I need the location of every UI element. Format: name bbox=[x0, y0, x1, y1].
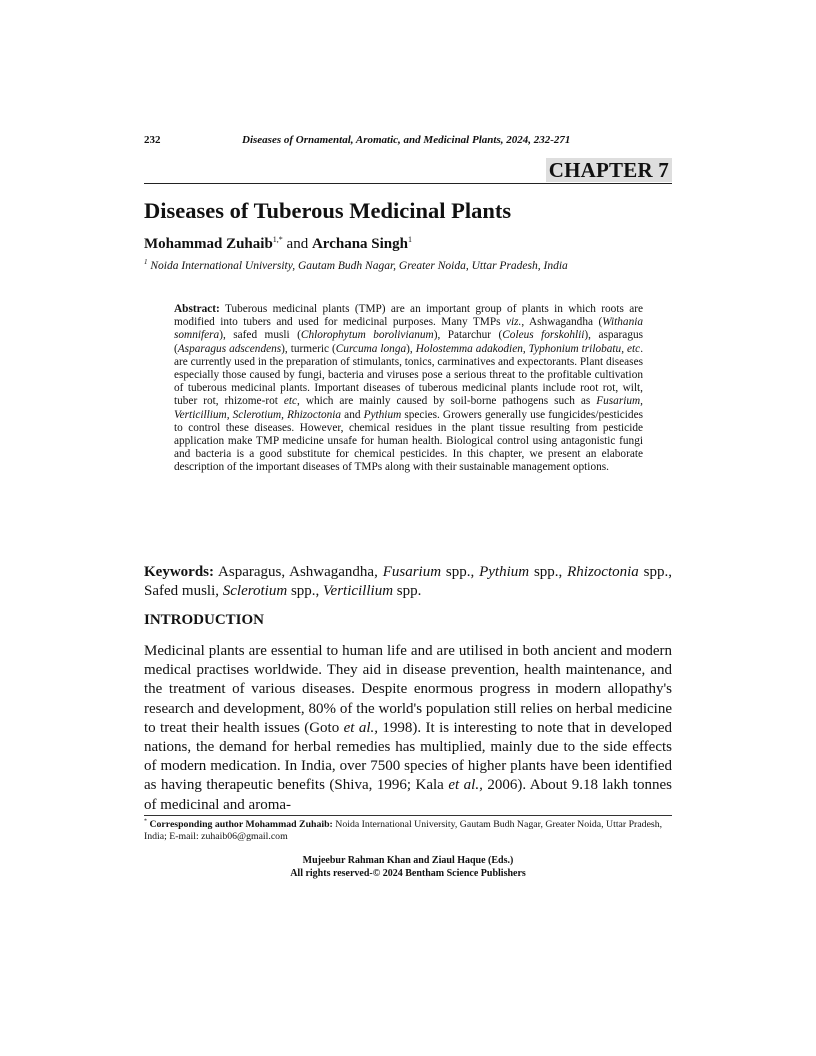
abstract-text: ), safed musli ( bbox=[219, 329, 301, 342]
abstract-text: ), bbox=[406, 342, 416, 355]
keywords-text: spp., bbox=[529, 564, 568, 580]
keyword-italic: Verticillium bbox=[323, 583, 394, 599]
keywords-text: spp., Safed musli, bbox=[144, 564, 673, 599]
keywords-text: Asparagus, Ashwagandha, bbox=[214, 564, 383, 580]
keyword-italic: Fusarium bbox=[382, 564, 442, 580]
abstract-text: , Ashwagandha ( bbox=[521, 316, 603, 329]
abstract-text: ), turmeric ( bbox=[281, 342, 336, 355]
abstract-italic: Withania somnifera bbox=[174, 316, 643, 342]
abstract-italic: Pythium bbox=[363, 408, 402, 421]
editors-line: Mujeebur Rahman Khan and Ziaul Haque (Eds.) bbox=[302, 855, 514, 866]
chapter-rule bbox=[144, 183, 672, 184]
abstract-label: Abstract: bbox=[174, 303, 220, 315]
footnote-superscript: * bbox=[144, 818, 147, 825]
publisher-info bbox=[144, 855, 672, 880]
rights-line: All rights reserved-© 2024 Bentham Science Publishers bbox=[290, 867, 526, 879]
page-number: 232 bbox=[144, 134, 161, 146]
chapter-label: CHAPTER 7 bbox=[546, 158, 672, 182]
abstract-text: ), asparagus ( bbox=[174, 329, 644, 355]
body-text: 2006). About 9.18 lakh tonnes of medicinal and aroma- bbox=[144, 777, 673, 813]
body-text: Medicinal plants are essential to human life and are utilised in both ancient and modern medical practises worldwide. They aid in disease prevention, health maintenance, and the treatment of various diseases. Despite enormous progress in modern allopathy's research and development, 80% of the world's population still relies on herbal medicine to treat their health issues (Goto bbox=[144, 643, 672, 736]
author-line bbox=[144, 236, 412, 253]
abstract-text: ), Patarchur ( bbox=[433, 329, 503, 342]
footnote-text: Noida International University, Gautam Budh Nagar, Greater Noida, Uttar Pradesh, India; E-mail: zuhaib06@gmail.com bbox=[144, 819, 663, 843]
author-superscript: 1,* bbox=[272, 235, 283, 244]
keywords-text: spp. bbox=[393, 583, 422, 599]
body-text: 1998). It is interesting to note that in developed nations, the demand for herbal remedies has multiplied, mainly due to the side effects of modern medication. In India, over 7500 species of higher plants have been identified as having therapeutic benefits (Shiva, 1996; Kala bbox=[144, 719, 672, 794]
body-italic: et al., bbox=[448, 777, 483, 794]
abstract-text: . are currently used in the preparation of stimulants, tonics, carminatives and expectorants. Plant diseases especially those caused by fungi, bacteria and viruses pose a serious threat to the profitable cultivation of tuberous medicinal plants. Important diseases of tuberous medicinal plants include root rot, wilt, tuber rot, rhizome-rot bbox=[174, 342, 644, 408]
abstract-italic: Fusarium, Verticillium, Sclerotium, Rhizoctonia bbox=[174, 395, 643, 421]
affiliation-text: Noida International University, Gautam Budh Nagar, Greater Noida, Uttar Pradesh, India bbox=[147, 260, 568, 272]
section-heading: INTRODUCTION bbox=[144, 612, 265, 628]
keyword-italic: Pythium bbox=[479, 564, 530, 580]
author-superscript: 1 bbox=[407, 235, 412, 244]
keyword-italic: Sclerotium bbox=[222, 583, 288, 599]
affiliation bbox=[144, 260, 568, 272]
affiliation-superscript: 1 bbox=[144, 258, 148, 267]
abstract bbox=[174, 303, 643, 475]
abstract-italic: Curcuma longa bbox=[335, 342, 407, 355]
running-head: Diseases of Ornamental, Aromatic, and Medicinal Plants, 2024, 232-271 bbox=[242, 134, 571, 146]
abstract-italic: Coleus forskohlii bbox=[502, 329, 585, 342]
author-conjunction: and bbox=[282, 236, 312, 252]
chapter-title: Diseases of Tuberous Medicinal Plants bbox=[144, 198, 512, 223]
abstract-text: and bbox=[341, 408, 364, 421]
footnote-label: Corresponding author Mohammad Zuhaib: bbox=[147, 819, 333, 830]
keywords-text: spp., bbox=[287, 583, 324, 599]
abstract-italic: viz. bbox=[505, 316, 522, 329]
footnote bbox=[144, 819, 672, 844]
introduction-body bbox=[144, 642, 672, 815]
footnote-rule bbox=[144, 815, 672, 816]
keywords-label: Keywords: bbox=[144, 564, 214, 580]
abstract-text: , which are mainly caused by soil-borne pathogens such as bbox=[297, 395, 597, 408]
abstract-italic: etc bbox=[283, 395, 298, 408]
author-name: Mohammad Zuhaib bbox=[144, 236, 273, 252]
keyword-italic: Rhizoctonia bbox=[567, 564, 639, 580]
abstract-text: species. Growers generally use fungicides/pesticides to control these diseases. However, chemical residues in the plant tissue resulting from pesticide application make TMP medicine unsafe for human health. Biological control using antagonistic fungi and bacteria is a good substitute for chemical pesticides. In this chapter, we present an elaborate description of the important diseases of TMPs along with their sustainable management options. bbox=[174, 408, 643, 474]
abstract-italic: Holostemma adakodien, Typhonium trilobatu, etc bbox=[415, 342, 641, 355]
abstract-text: Tuberous medicinal plants (TMP) are an important group of plants in which roots are modified into tubers and used for medicinal purposes. Many TMPs bbox=[174, 303, 643, 329]
abstract-italic: Chlorophytum borolivianum bbox=[300, 329, 434, 342]
abstract-italic: Asparagus adscendens bbox=[177, 342, 282, 355]
body-italic: et al., bbox=[343, 719, 378, 736]
keywords-text: spp., bbox=[441, 564, 480, 580]
author-name: Archana Singh bbox=[311, 236, 408, 252]
keywords bbox=[144, 563, 672, 601]
